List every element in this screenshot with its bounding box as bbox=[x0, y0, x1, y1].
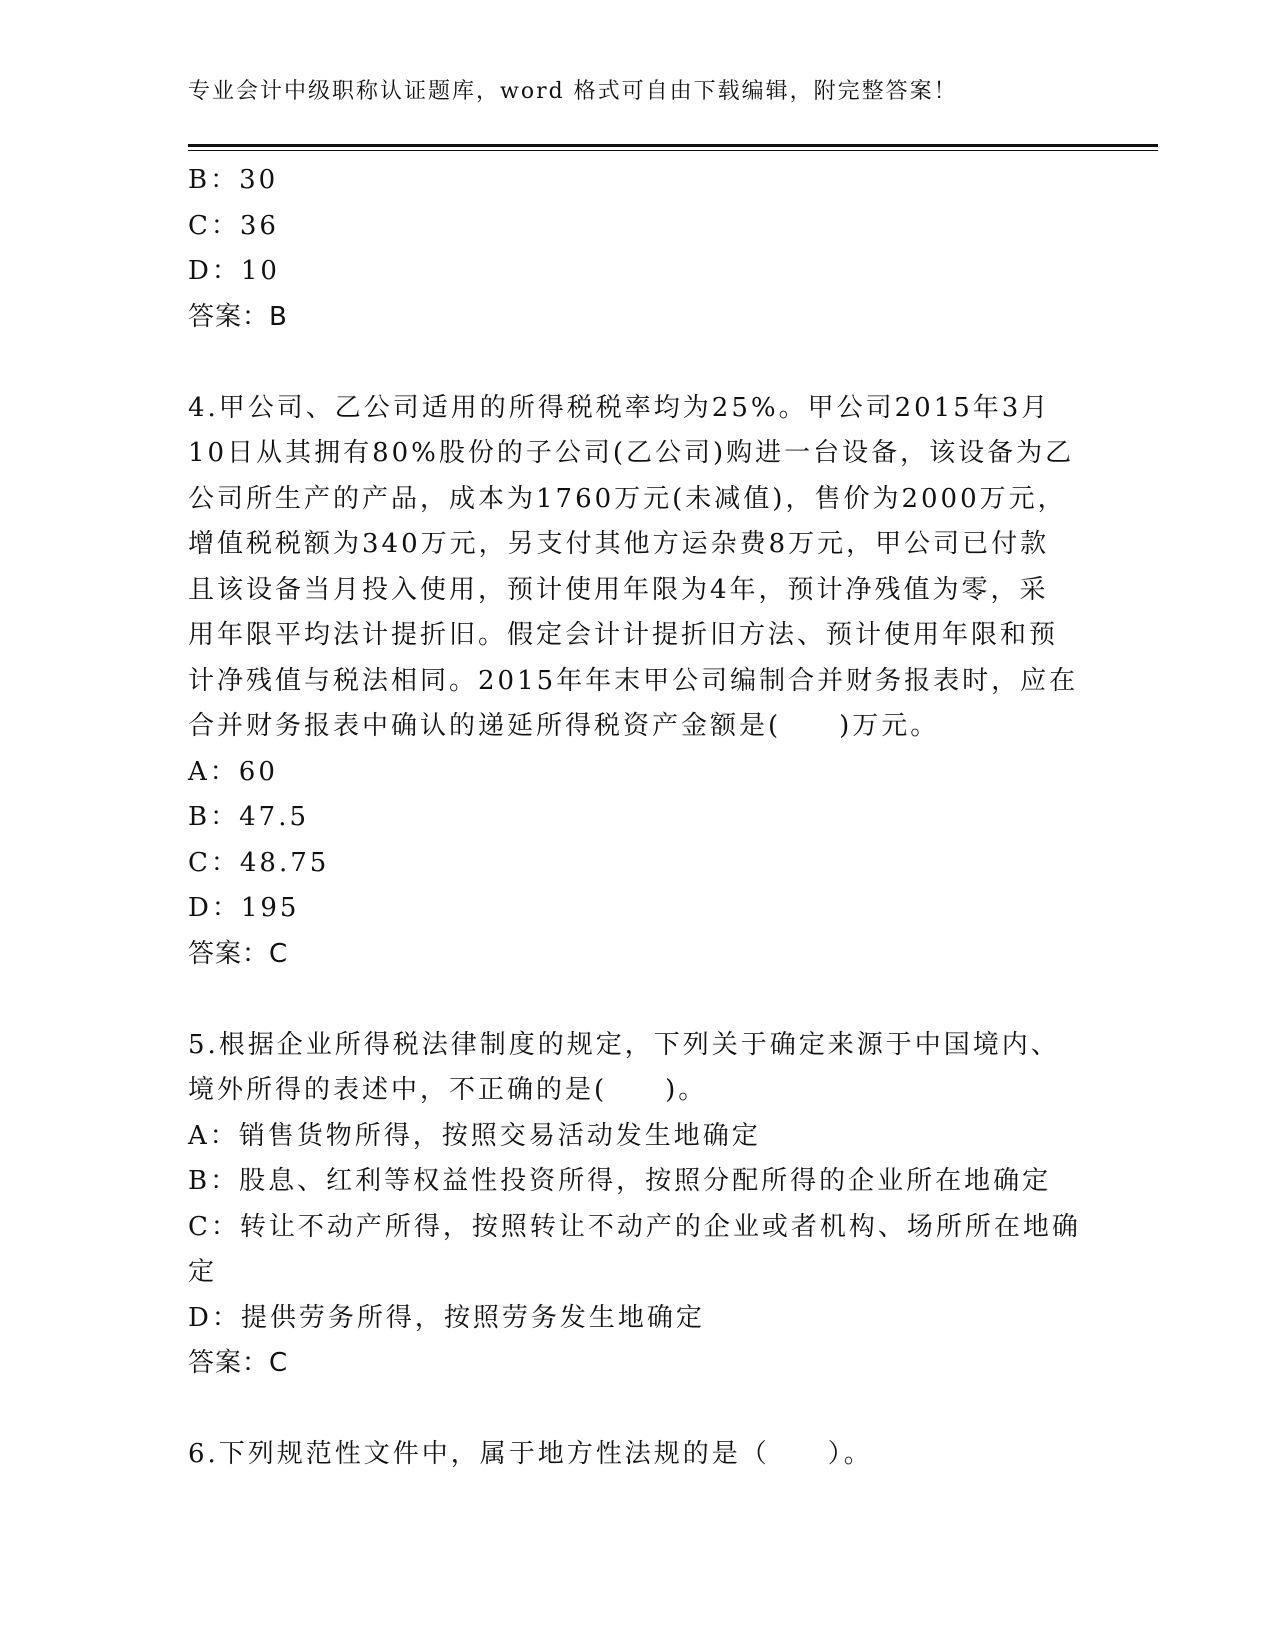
q3-option-d: D：10 bbox=[188, 256, 280, 286]
q5-option-d: D：提供劳务所得，按照劳务发生地确定 bbox=[188, 1302, 705, 1333]
q6-stem-line: 6.下列规范性文件中，属于地方性法规的是（ ）。 bbox=[188, 1439, 873, 1469]
q5-stem-line: 5.根据企业所得税法律制度的规定，下列关于确定来源于中国境内、 bbox=[188, 1029, 1060, 1060]
q4-stem-line: 增值税税额为340万元，另支付其他方运杂费8万元，甲公司已付款 bbox=[188, 529, 1050, 559]
q5-answer: 答案：C bbox=[188, 1348, 289, 1378]
q5-option-a: A：销售货物所得，按照交易活动发生地确定 bbox=[188, 1120, 761, 1151]
q3-option-c: C：36 bbox=[188, 210, 279, 241]
q4-answer: 答案：C bbox=[188, 938, 289, 969]
q5-option-c-continued: 定 bbox=[188, 1257, 218, 1287]
q4-option-d: D：195 bbox=[188, 893, 300, 923]
header-rule-thin bbox=[188, 150, 1158, 151]
q4-stem-line: 公司所生产的产品，成本为1760万元(未减值)，售价为2000万元， bbox=[188, 483, 1067, 514]
q4-option-c: C：48.75 bbox=[188, 847, 330, 878]
q5-option-b: B：股息、红利等权益性投资所得，按照分配所得的企业所在地确定 bbox=[188, 1166, 1052, 1196]
q4-stem-line: 用年限平均法计提折旧。假定会计计提折旧方法、预计使用年限和预 bbox=[188, 620, 1059, 650]
spacer bbox=[188, 1387, 1088, 1433]
spacer bbox=[188, 340, 1088, 386]
q3-answer: 答案：B bbox=[188, 301, 288, 332]
q4-option-a: A：60 bbox=[188, 756, 278, 787]
q4-option-b: B：47.5 bbox=[188, 802, 309, 832]
q5-stem-line: 境外所得的表述中，不正确的是( )。 bbox=[188, 1075, 708, 1105]
q4-stem-line: 计净残值与税法相同。2015年年末甲公司编制合并财务报表时，应在 bbox=[188, 665, 1079, 696]
q5-option-c: C：转让不动产所得，按照转让不动产的企业或者机构、场所所在地确 bbox=[188, 1211, 1081, 1242]
q3-option-b: B：30 bbox=[188, 165, 279, 195]
q4-stem-line: 合并财务报表中确认的递延所得税资产金额是( )万元。 bbox=[188, 711, 940, 741]
q4-stem-line: 且该设备当月投入使用，预计使用年限为4年，预计净残值为零，采 bbox=[188, 574, 1049, 605]
page-header-text: 专业会计中级职称认证题库，word 格式可自由下载编辑，附完整答案！ bbox=[188, 79, 958, 104]
header-rule-thick bbox=[188, 144, 1158, 147]
q4-stem-line: 4.甲公司、乙公司适用的所得税税率均为25%。甲公司2015年3月 bbox=[188, 392, 1051, 423]
question-content bbox=[188, 158, 1088, 1478]
q4-stem-line: 10日从其拥有80%股份的子公司(乙公司)购进一台设备，该设备为乙 bbox=[188, 438, 1075, 468]
spacer bbox=[188, 977, 1088, 1023]
